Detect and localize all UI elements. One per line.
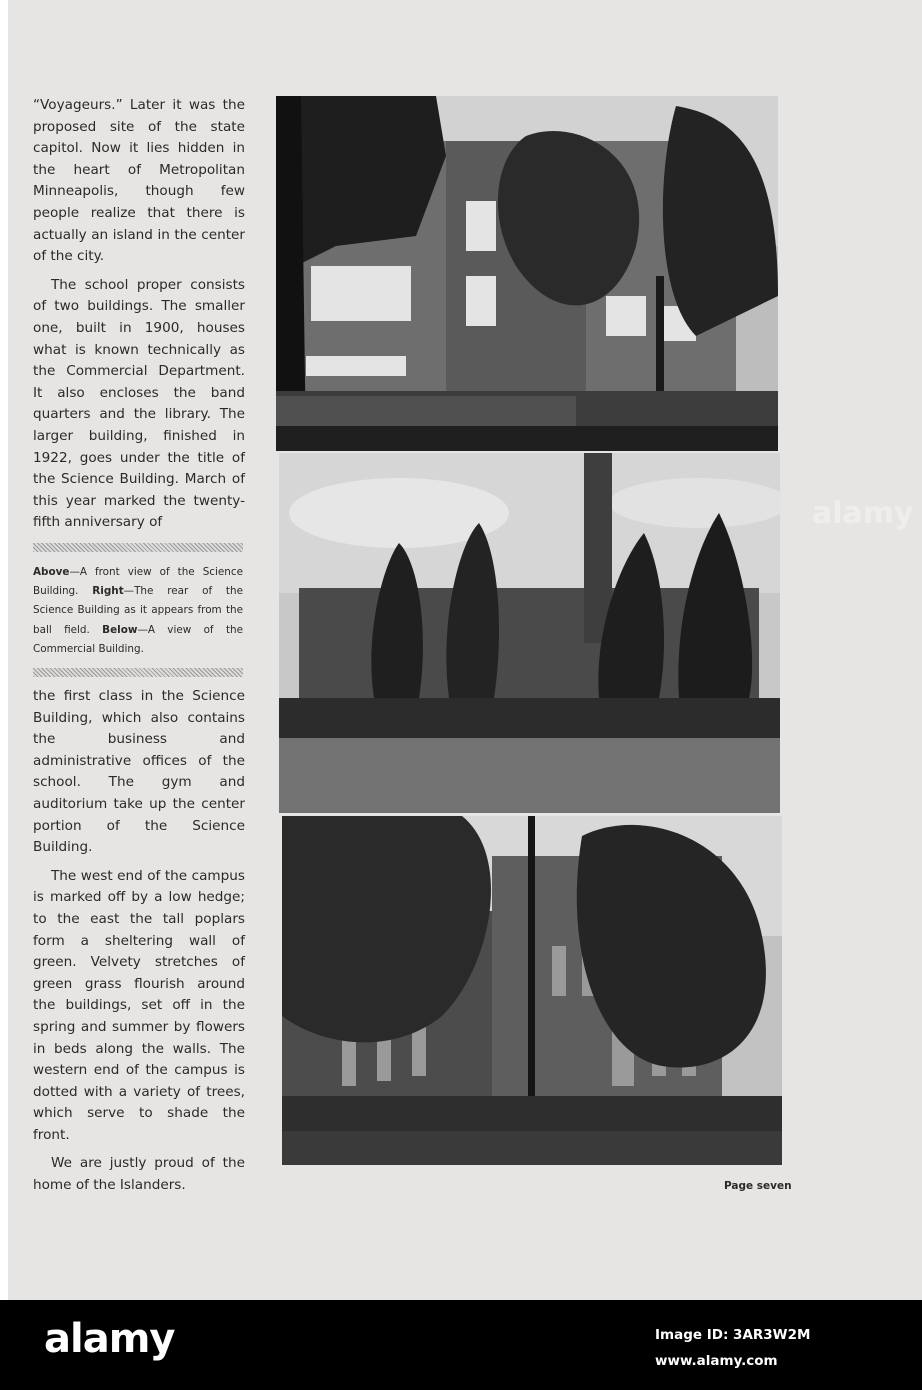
page-margin [0,0,8,1300]
caption-label-above: Above [33,566,70,578]
stock-image-id: Image ID: 3AR3W2M [655,1327,811,1343]
science-building-rear-photo [279,453,780,813]
caption-divider-top [33,543,243,552]
paragraph: The school proper consists of two buildings. The smaller one, built in 1900, houses what is known technically as the Commercial Department. It also encloses the band quarters and the library. The larger building, finished in 1922, goes under the title of the Science Building. March of this year marked the twenty-fifth anniversary of [33,276,245,531]
body-text-bottom [33,686,245,1204]
paragraph: The west end of the campus is marked off by a low hedge; to the east the tall poplars form a sheltering wall of green. Velvety stretches of green grass flourish around the buildings, set off in the spring and summer by flowers in beds along the walls. The western end of the campus is dotted with a variety of trees, which serve to shade the front. [33,867,245,1143]
body-text-top [33,95,245,541]
stock-logo[interactable]: alamy [44,1316,175,1362]
watermark: alamy [812,496,914,531]
photo-caption [33,563,243,659]
paragraph: “Voyageurs.” Later it was the proposed site of the state capitol. Now it lies hidden in the heart of Metropolitan Minneapolis, though few people realize that there is actually an island in the center of the city. [33,97,245,265]
caption-label-right: Right [92,585,124,598]
page-number: Page seven [724,1180,792,1192]
stock-info [655,1322,810,1374]
caption-text-below: —A view of the Commercial Building. [33,623,243,655]
caption-text-above: —A front view of the Science Building. [33,566,243,598]
paragraph: the first class in the Science Building, which also contains the business and administrative offices of the school. The gym and auditorium take up the center portion of the Science Building. [33,688,245,856]
stock-site-link[interactable]: www.alamy.com [655,1353,778,1369]
science-building-front-photo [276,96,778,451]
paragraph: We are justly proud of the home of the Islanders. [33,1155,245,1194]
commercial-building-photo [282,816,782,1165]
caption-divider-bottom [33,668,243,677]
caption-text-right: —The rear of the Science Building as it appears from the ball field. [33,585,243,636]
caption-label-below: Below [102,623,138,636]
